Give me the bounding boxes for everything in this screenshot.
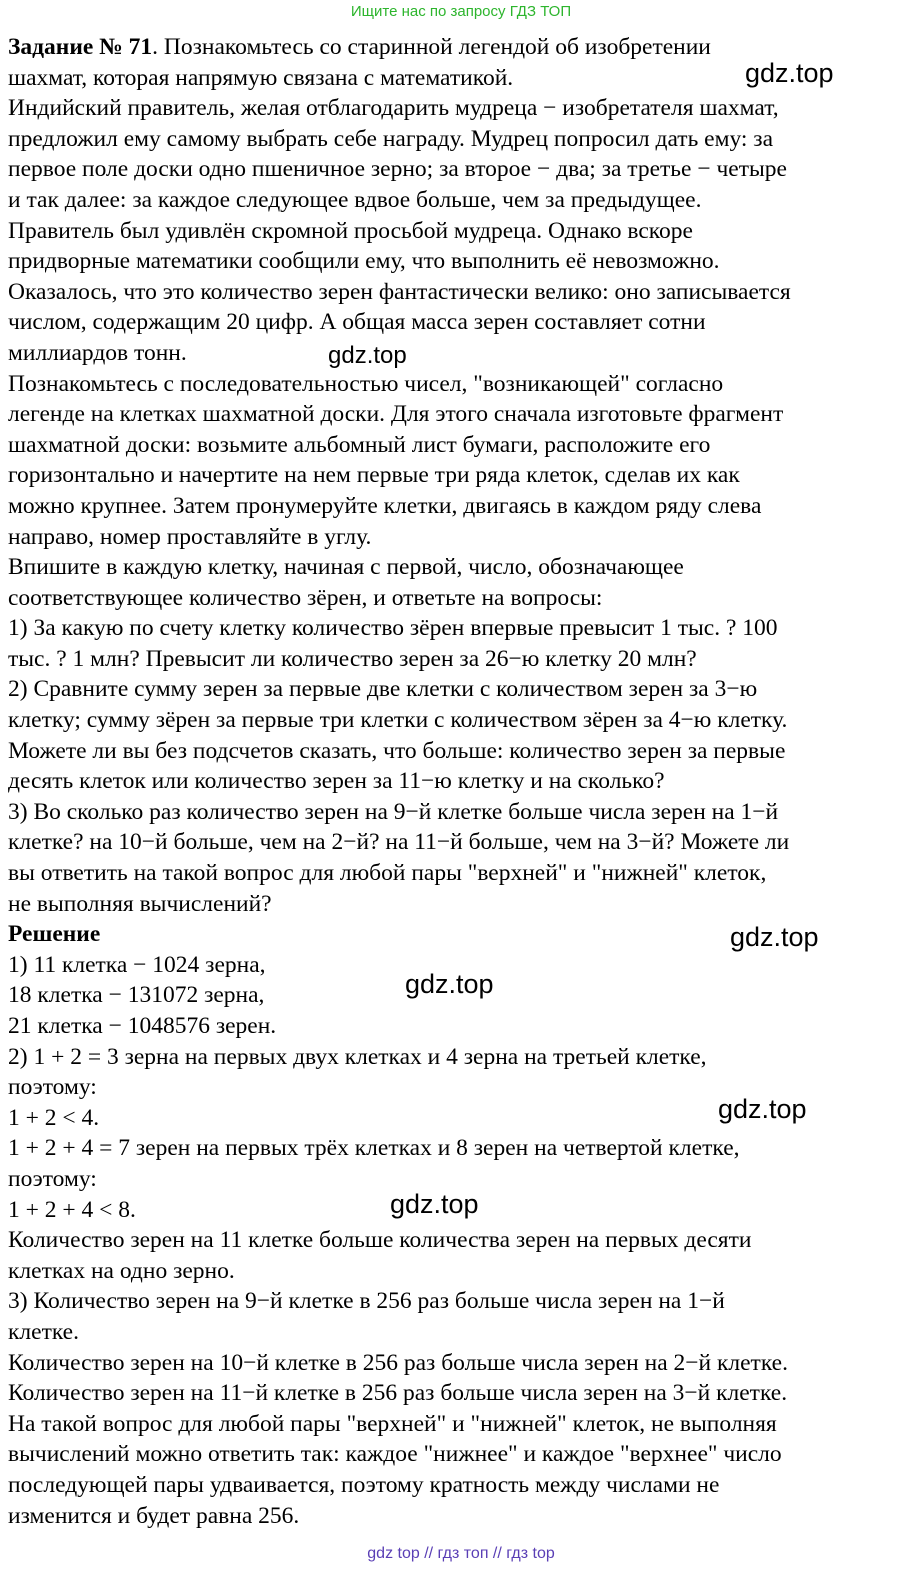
top-banner[interactable]: Ищите нас по запросу ГДЗ ТОП [350, 3, 572, 20]
solution-line: изменится и будет равна 256. [8, 1502, 300, 1529]
task-line: придворные математики сообщили ему, что выполнить её невозможно. [8, 248, 720, 275]
task-line: вы ответить на такой вопрос для любой пары "верхней" и "нижней" клеток, [8, 860, 767, 887]
task-line: Правитель был удивлён скромной просьбой мудреца. Однако вскоре [8, 217, 693, 244]
solution-line: 1 + 2 + 4 < 8. [8, 1196, 136, 1223]
task-line: шахмат, которая напрямую связана с математикой. [8, 64, 514, 91]
task-line: клетку; сумму зёрен за первые три клетки с количеством зёрен за 4−ю клетку. [8, 707, 788, 734]
task-line: Можете ли вы без подсчетов сказать, что больше: количество зерен за первые [8, 737, 786, 764]
task-line: 3) Во сколько раз количество зерен на 9−й клетке больше числа зерен на 1−й [8, 798, 779, 825]
task-line: миллиардов тонн. [8, 339, 187, 366]
document-body [8, 32, 913, 1531]
watermark: gdz.top [718, 1094, 807, 1124]
task-text: . Познакомьтесь со старинной легендой об изобретении [152, 34, 711, 60]
solution-line: поэтому: [8, 1074, 97, 1101]
solution-line: 18 клетка − 131072 зерна, [8, 982, 265, 1009]
task-line: десять клеток или количество зерен за 11−ю клетку и на сколько? [8, 768, 665, 795]
task-line: горизонтально и начертите на нем первые три ряда клеток, сделав их как [8, 462, 740, 489]
task-line: шахматной доски: возьмите альбомный лист бумаги, расположите его [8, 431, 711, 458]
watermark: gdz.top [405, 969, 494, 999]
task-line: числом, содержащим 20 цифр. А общая масса зерен составляет сотни [8, 309, 706, 336]
task-line: и так далее: за каждое следующее вдвое больше, чем за предыдущее. [8, 186, 702, 213]
solution-line: 1) 11 клетка − 1024 зерна, [8, 951, 266, 978]
solution-line: клетках на одно зерно. [8, 1257, 235, 1284]
task-line: направо, номер проставляйте в углу. [8, 523, 372, 550]
task-line: тыс. ? 1 млн? Превысит ли количество зерен за 26−ю клетку 20 млн? [8, 645, 697, 672]
task-line: Индийский правитель, желая отблагодарить мудреца − изобретателя шахмат, [8, 95, 779, 122]
watermark: gdz.top [745, 58, 834, 88]
solution-heading: Решение [8, 921, 101, 948]
task-line: можно крупнее. Затем пронумеруйте клетки, двигаясь в каждом ряду слева [8, 492, 762, 519]
task-line: не выполняя вычислений? [8, 890, 272, 917]
watermark: gdz.top [730, 922, 819, 952]
solution-line: 1 + 2 + 4 = 7 зерен на первых трёх клетках и 8 зерен на четвертой клетке, [8, 1135, 740, 1162]
watermark: gdz.top [390, 1189, 479, 1219]
solution-line: Количество зерен на 11 клетке больше количества зерен на первых десяти [8, 1227, 752, 1254]
task-line: 1) За какую по счету клетку количество зёрен впервые превысит 1 тыс. ? 100 [8, 615, 778, 642]
task-line: Впишите в каждую клетку, начиная с первой, число, обозначающее [8, 554, 684, 581]
solution-line: вычислений можно ответить так: каждое "нижнее" и каждое "верхнее" число [8, 1441, 782, 1468]
solution-line: 2) 1 + 2 = 3 зерна на первых двух клетках и 4 зерна на третьей клетке, [8, 1043, 707, 1070]
solution-line: поэтому: [8, 1165, 97, 1192]
solution-line: Количество зерен на 11−й клетке в 256 раз больше числа зерен на 3−й клетке. [8, 1380, 788, 1407]
solution-line: 21 клетка − 1048576 зерен. [8, 1013, 277, 1039]
solution-line: 1 + 2 < 4. [8, 1104, 100, 1131]
task-line: соответствующее количество зёрен, и ответьте на вопросы: [8, 584, 603, 611]
task-line: легенде на клетках шахматной доски. Для этого сначала изготовьте фрагмент [8, 401, 784, 428]
bottom-banner[interactable]: gdz top // гдз топ // гдз top [367, 1545, 555, 1562]
task-line: клетке? на 10−й больше, чем на 2−й? на 11−й больше, чем на 3−й? Можете ли [8, 829, 790, 856]
task-line: Оказалось, что это количество зерен фантастически велико: оно записывается [8, 278, 791, 305]
task-line: Познакомьтесь с последовательностью чисел, "возникающей" согласно [8, 370, 724, 397]
task-title: Задание № 71 [8, 34, 153, 60]
task-line: предложил ему самому выбрать себе награду. Мудрец попросил дать ему: за [8, 125, 774, 152]
solution-line: 3) Количество зерен на 9−й клетке в 256 раз больше числа зерен на 1−й [8, 1288, 725, 1315]
task-line: первое поле доски одно пшеничное зерно; за второе − два; за третье − четыре [8, 156, 787, 183]
solution-line: На такой вопрос для любой пары "верхней" и "нижней" клеток, не выполняя [8, 1410, 777, 1437]
solution-line: последующей пары удваивается, поэтому кратность между числами не [8, 1471, 720, 1498]
task-line: 2) Сравните сумму зерен за первые две клетки с количеством зерен за 3−ю [8, 676, 758, 703]
solution-line: Количество зерен на 10−й клетке в 256 раз больше числа зерен на 2−й клетке. [8, 1349, 788, 1376]
watermark: gdz.top [328, 342, 407, 369]
solution-line: клетке. [8, 1318, 79, 1345]
